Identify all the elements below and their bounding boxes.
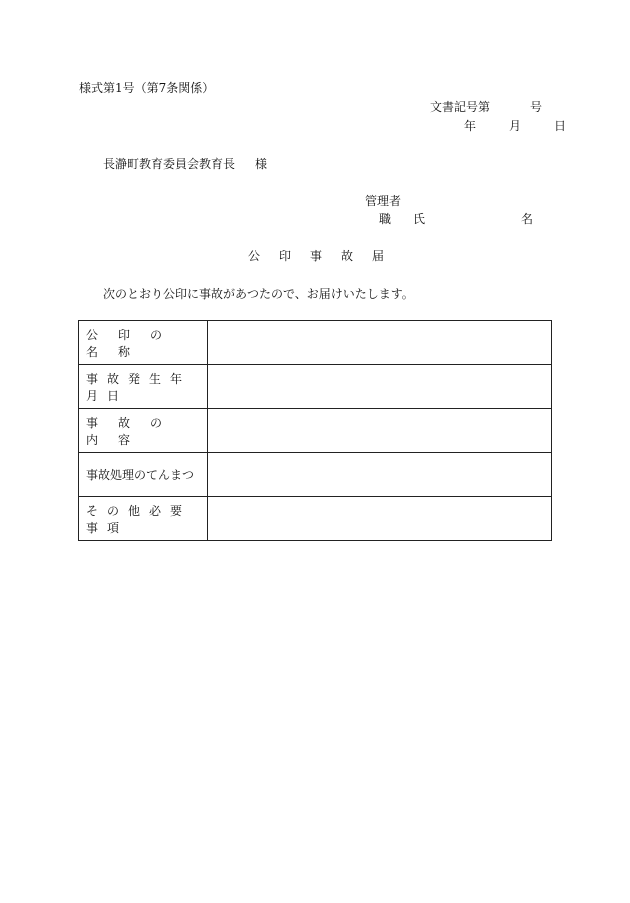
row-label-text: 事故処理のてんまつ: [86, 468, 195, 482]
row-label-seal-name: [79, 321, 208, 365]
date-day: 日: [554, 119, 567, 133]
row-label-incident-date: [79, 365, 208, 409]
recipient-honorific: 様: [255, 157, 268, 171]
document-number-suffix: 号: [530, 100, 543, 114]
row-label-resolution: [79, 453, 208, 497]
row-value-incident-details[interactable]: [208, 409, 552, 453]
document-number-label: 文書記号第: [430, 100, 491, 114]
manager-name-line: [379, 213, 533, 225]
recipient-name: 長瀞町教育委員会教育長: [103, 157, 236, 171]
form-number: 様式第1号（第7条関係）: [79, 81, 215, 95]
document-number-line: [430, 101, 542, 113]
row-value-resolution[interactable]: [208, 453, 552, 497]
manager-name-label-1: 氏: [413, 212, 426, 226]
row-value-other-matters[interactable]: [208, 497, 552, 541]
table-row: [79, 365, 552, 409]
row-label-text: 公印の名称: [86, 327, 183, 359]
date-line: [464, 120, 566, 132]
row-value-incident-date[interactable]: [208, 365, 552, 409]
row-label-incident-details: [79, 409, 208, 453]
row-label-text: 事故の内容: [86, 415, 183, 447]
manager-name-label-2: 名: [521, 212, 534, 226]
table-row: [79, 497, 552, 541]
table-row: [79, 453, 552, 497]
row-label-text: 事故発生年月日: [86, 371, 192, 403]
manager-label: 管理者: [365, 194, 402, 208]
row-label-other-matters: [79, 497, 208, 541]
row-value-seal-name[interactable]: [208, 321, 552, 365]
table-row: [79, 321, 552, 365]
manager-title-label: 職: [379, 212, 392, 226]
recipient-line: [103, 158, 267, 170]
report-table: [78, 320, 552, 541]
document-title: 公印事故届: [248, 249, 404, 263]
table-row: [79, 409, 552, 453]
intro-text: 次のとおり公印に事故があつたので、お届けいたします。: [103, 287, 414, 301]
date-year: 年: [464, 119, 477, 133]
row-label-text: その他必要事項: [86, 503, 192, 535]
date-month: 月: [509, 119, 522, 133]
